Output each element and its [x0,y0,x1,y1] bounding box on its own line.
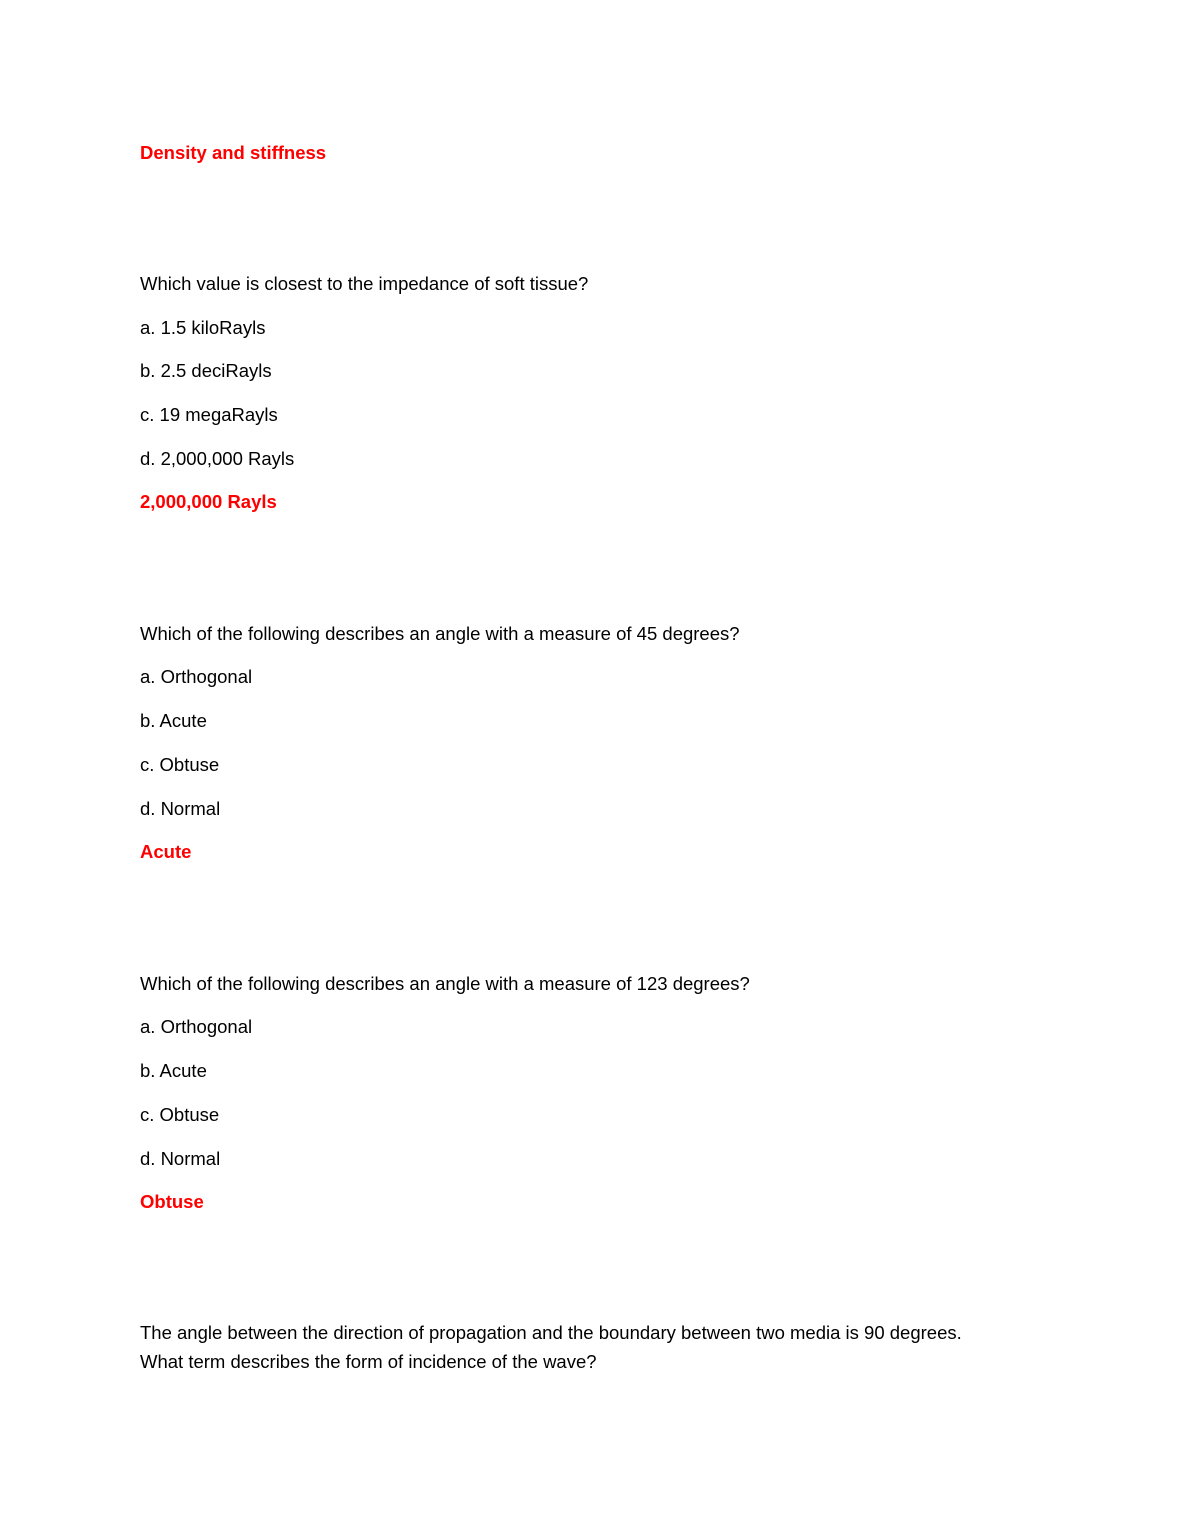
option: a. 1.5 kiloRayls [140,317,266,338]
option: b. 2.5 deciRayls [140,360,272,381]
question-4-line-1: The angle between the direction of propagation and the boundary between two media is 90 degrees. [140,1322,962,1343]
option: c. Obtuse [140,1104,220,1125]
section-heading: Density and stiffness [140,142,327,163]
option: d. Normal [140,798,221,819]
option: c. 19 megaRayls [140,404,278,425]
question-1: Which value is closest to the impedance of soft tissue? [140,273,589,294]
option: a. Orthogonal [140,1016,253,1037]
answer: Acute [140,841,192,862]
answer: 2,000,000 Rayls [140,491,277,512]
option: b. Acute [140,710,207,731]
question-2: Which of the following describes an angle with a measure of 45 degrees? [140,623,740,644]
question-3: Which of the following describes an angle with a measure of 123 degrees? [140,973,750,994]
option: d. 2,000,000 Rayls [140,448,295,469]
option: a. Orthogonal [140,666,253,687]
option: c. Obtuse [140,754,220,775]
answer: Obtuse [140,1191,204,1212]
question-4-line-2: What term describes the form of incidence of the wave? [140,1351,597,1372]
option: b. Acute [140,1060,207,1081]
option: d. Normal [140,1148,221,1169]
